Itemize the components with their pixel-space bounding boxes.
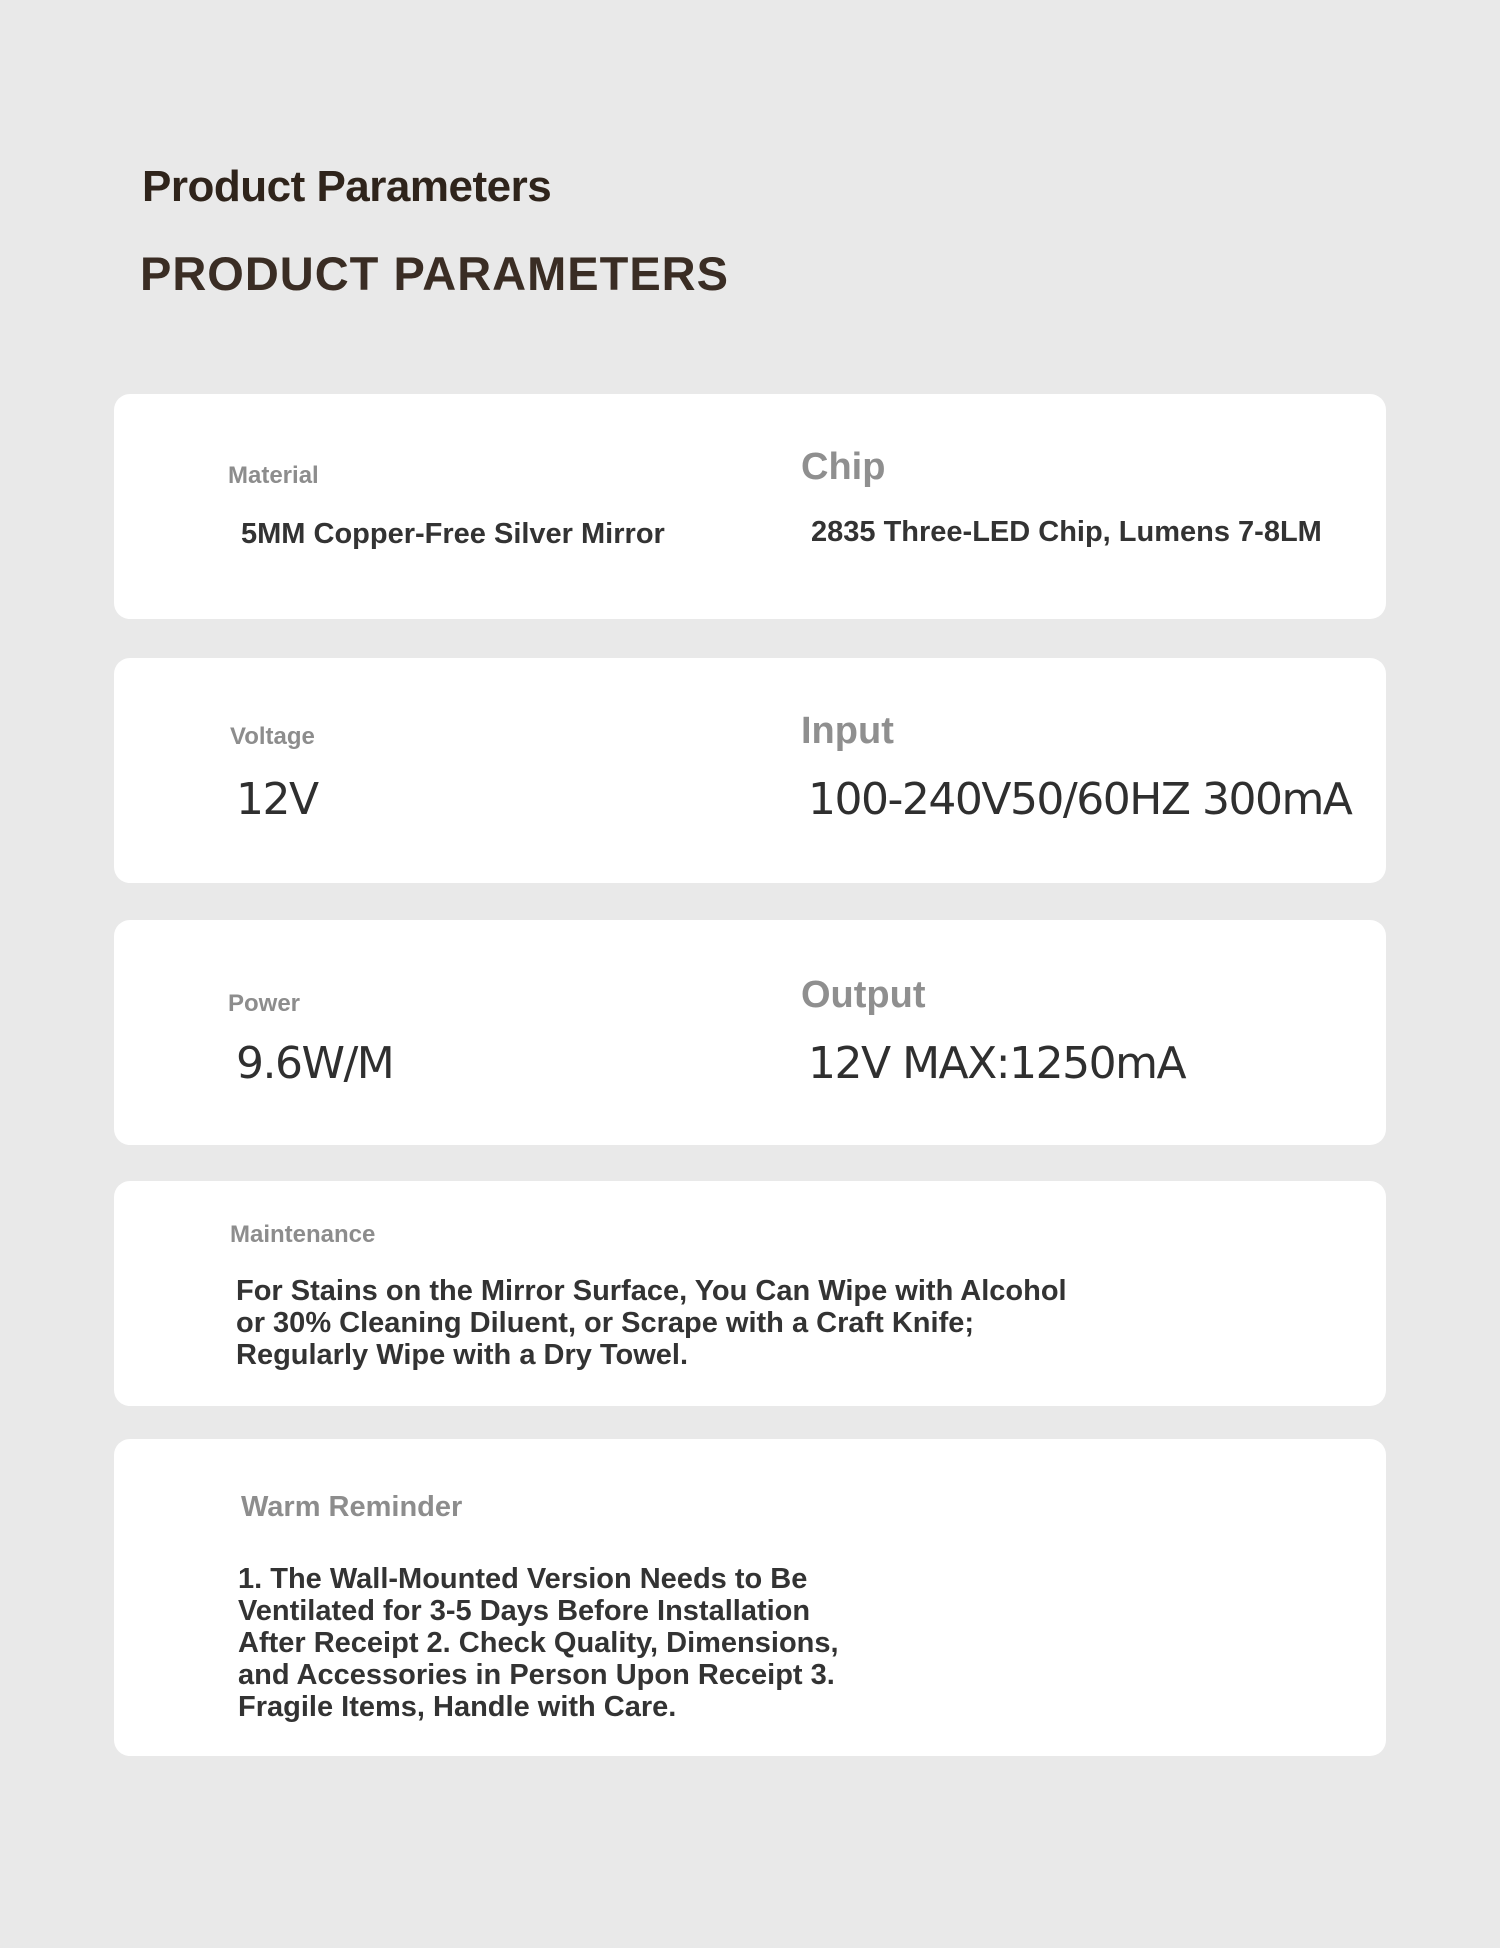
maintenance-label: Maintenance — [230, 1221, 376, 1248]
page-title: Product Parameters — [142, 162, 552, 211]
output-value: 12V MAX:1250mA — [808, 1038, 1186, 1089]
power-value: 9.6W/M — [236, 1038, 394, 1089]
param-card-voltage-input — [114, 658, 1386, 883]
maintenance-text: For Stains on the Mirror Surface, You Can Wipe with Alcohol or 30% Cleaning Diluent, or Scrape with a Craft Knife; Regularly Wipe with a Dry Towel. — [236, 1275, 1067, 1371]
input-value: 100-240V50/60HZ 300mA — [808, 774, 1352, 825]
warm-reminder-label: Warm Reminder — [241, 1491, 463, 1523]
chip-label: Chip — [801, 446, 886, 488]
warm-reminder-text: 1. The Wall-Mounted Version Needs to Be Ventilated for 3-5 Days Before Installation After Receipt 2. Check Quality, Dimensions, and Accessories in Person Upon Receipt 3. Fragile Items, Handle with Care. — [238, 1563, 839, 1723]
voltage-value: 12V — [236, 774, 318, 825]
param-card-material-chip — [114, 394, 1386, 619]
power-label: Power — [228, 990, 301, 1017]
input-label: Input — [801, 710, 894, 752]
material-label: Material — [228, 462, 319, 489]
chip-value: 2835 Three-LED Chip, Lumens 7-8LM — [811, 516, 1322, 548]
material-value: 5MM Copper-Free Silver Mirror — [241, 518, 665, 550]
page-subtitle: PRODUCT PARAMETERS — [140, 247, 729, 300]
output-label: Output — [801, 974, 926, 1016]
warm-reminder-card — [114, 1439, 1386, 1756]
param-card-power-output — [114, 920, 1386, 1145]
maintenance-card — [114, 1181, 1386, 1406]
voltage-label: Voltage — [230, 723, 315, 750]
